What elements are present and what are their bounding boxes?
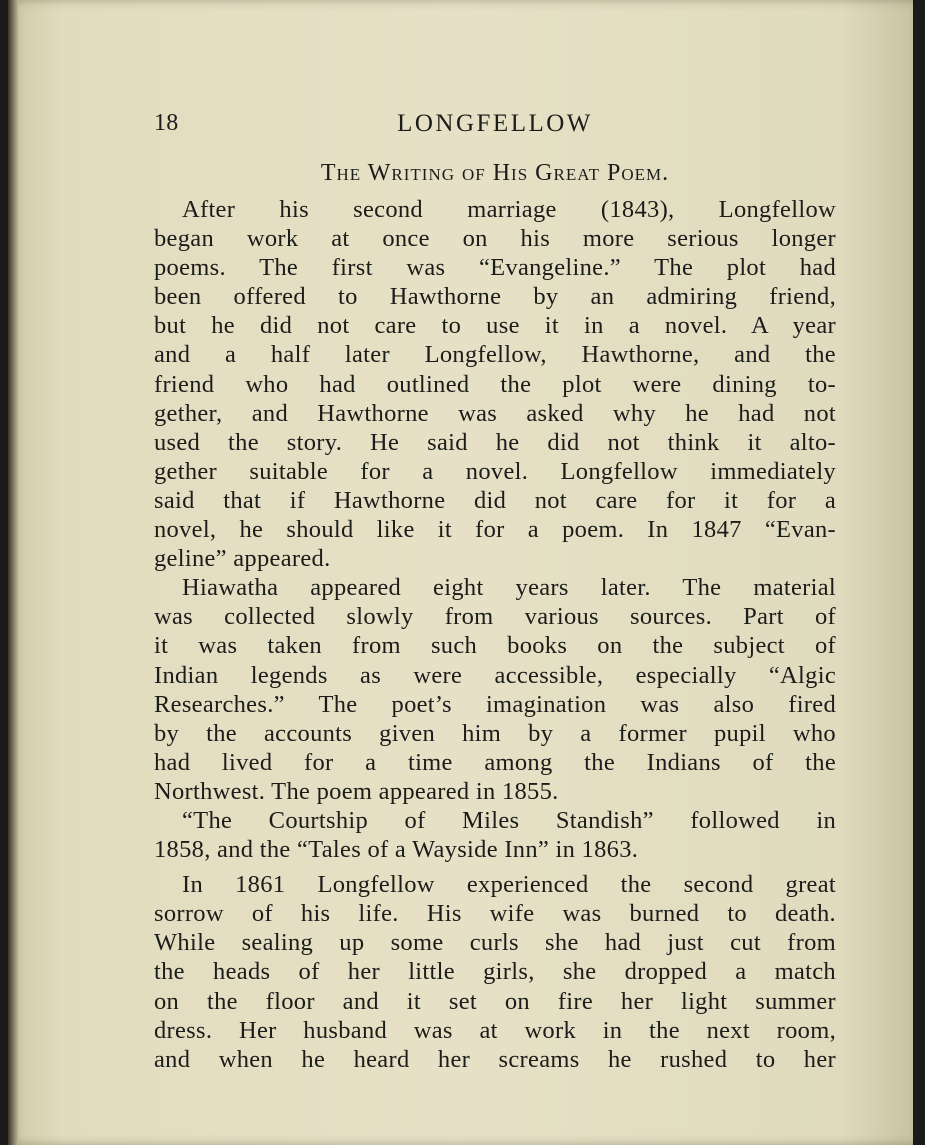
text-line: In 1861 Longfellow experienced the second great: [182, 871, 836, 899]
page-number: 18: [154, 110, 179, 136]
paragraph-3: [154, 806, 836, 864]
text-line: Researches.” The poet’s imagination was also fired: [154, 690, 836, 718]
text-line: had lived for a time among the Indians of the: [154, 748, 836, 776]
book-page: [8, 0, 913, 1145]
text-line: on the floor and it set on fire her light summer: [154, 987, 836, 1015]
text-line: been offered to Hawthorne by an admiring friend,: [154, 283, 836, 311]
text-line: but he did not care to use it in a novel. A year: [154, 312, 836, 340]
text-line: sorrow of his life. His wife was burned to death.: [154, 900, 836, 928]
text-line: the heads of her little girls, she dropped a match: [154, 958, 836, 986]
text-line: geline” appeared.: [154, 545, 331, 573]
book-spine-shadow: [8, 0, 18, 1145]
text-line: poems. The first was “Evangeline.” The plot had: [154, 254, 836, 282]
text-line: Northwest. The poem appeared in 1855.: [154, 777, 559, 805]
text-line: it was taken from such books on the subject of: [154, 632, 836, 660]
page-header: [154, 110, 836, 150]
text-line: dress. Her husband was at work in the next room,: [154, 1016, 836, 1044]
text-line: After his second marriage (1843), Longfellow: [182, 196, 836, 223]
text-line: said that if Hawthorne did not care for it for a: [154, 486, 836, 514]
text-line: began work at once on his more serious longer: [154, 225, 836, 253]
text-line: was collected slowly from various sources. Part of: [154, 603, 836, 631]
text-line: and a half later Longfellow, Hawthorne, and the: [154, 341, 836, 369]
running-title: LONGFELLOW: [397, 110, 593, 137]
text-line: 1858, and the “Tales of a Wayside Inn” in 1863.: [154, 836, 639, 864]
page-text-block: [154, 110, 836, 1074]
text-line: gether, and Hawthorne was asked why he had not: [154, 399, 836, 427]
text-line: and when he heard her screams he rushed to her: [154, 1045, 836, 1073]
paragraph-2: [154, 573, 836, 806]
text-line: While sealing up some curls she had just cut from: [154, 929, 836, 957]
text-line: friend who had outlined the plot were dining to-: [154, 370, 836, 398]
section-title: The Writing of His Great Poem.: [320, 160, 670, 186]
text-line: Hiawatha appeared eight years later. The material: [182, 574, 836, 602]
text-line: gether suitable for a novel. Longfellow immediately: [154, 457, 836, 485]
text-line: novel, he should like it for a poem. In 1847 “Evan-: [154, 516, 836, 544]
text-line: “The Courtship of Miles Standish” followed in: [182, 806, 836, 834]
text-line: Indian legends as were accessible, especially “Algic: [154, 661, 836, 689]
paragraph-1: [154, 195, 836, 573]
paragraph-4: [154, 870, 836, 1074]
text-line: by the accounts given him by a former pupil who: [154, 719, 836, 747]
text-line: used the story. He said he did not think it alto-: [154, 428, 836, 456]
